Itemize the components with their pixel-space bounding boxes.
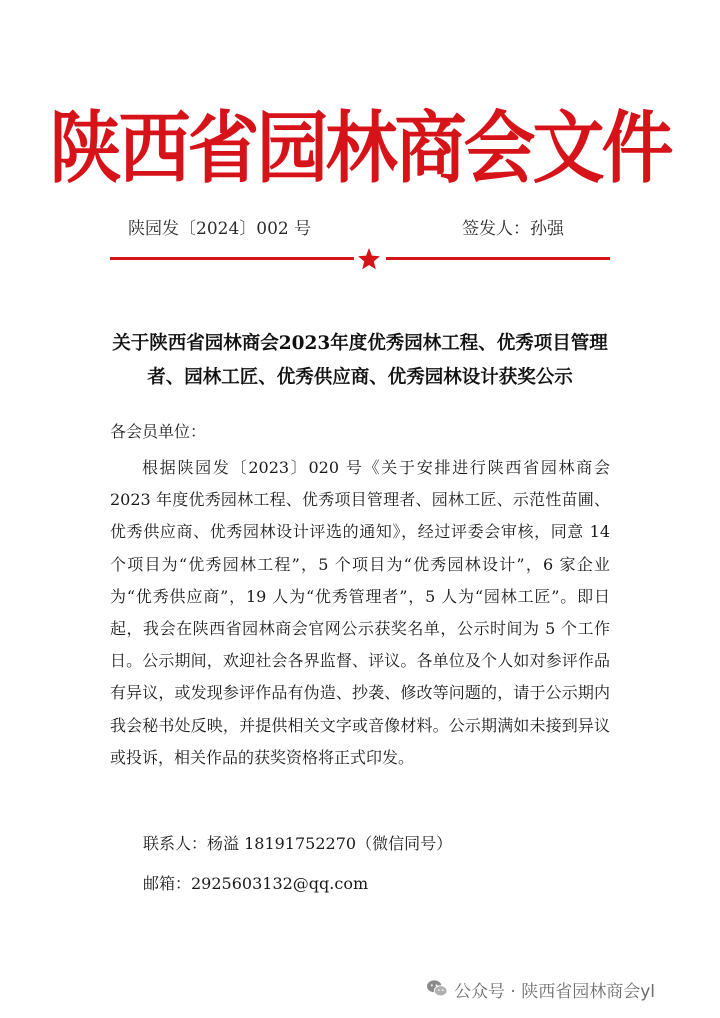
red-divider-right	[386, 257, 610, 260]
contact-line: 联系人：杨溢 18191752270（微信同号）	[143, 834, 453, 853]
wechat-icon	[426, 979, 448, 999]
document-header-title: 陕西省园林商会文件	[49, 102, 671, 194]
star-icon	[357, 247, 381, 271]
red-divider-left	[110, 257, 354, 260]
watermark-text: 公众号 · 陕西省园林商会yl	[454, 981, 655, 1002]
document-number: 陕园发〔2024〕002 号	[128, 219, 312, 239]
signer: 签发人：孙强	[462, 219, 564, 239]
salutation: 各会员单位：	[110, 422, 207, 441]
wechat-watermark	[426, 976, 655, 1002]
document-title: 关于陕西省园林商会2023年度优秀园林工程、优秀项目管理者、园林工匠、优秀供应商、优秀园林设计获奖公示	[112, 333, 608, 388]
body-paragraph: 根据陕园发〔2023〕020 号《关于安排进行陕西省园林商会 2023 年度优秀园林工程、优秀项目管理者、园林工匠、示范性苗圃、优秀供应商、优秀园林设计评选的通知》，经过评委会审核，同意 14 个项目为“优秀园林工程”，5 个项目为“优秀园林设计”，6 家企业为“优秀供应商”，19 人为“优秀管理者”，5 人为“园林工匠”。即日起，我会在陕西省园林商会官网公示获奖名单，公示时间为 5 个工作日。公示期间，欢迎社会各界监督、评议。各单位及个人如对参评作品有异议，或发现参评作品有伪造、抄袭、修改等问题的，请于公示期内我会秘书处反映，并提供相关文字或音像材料。公示期满如未接到异议或投诉，相关作品的获奖资格将正式印发。	[110, 458, 610, 767]
email-line: 邮箱：2925603132@qq.com	[143, 874, 369, 893]
